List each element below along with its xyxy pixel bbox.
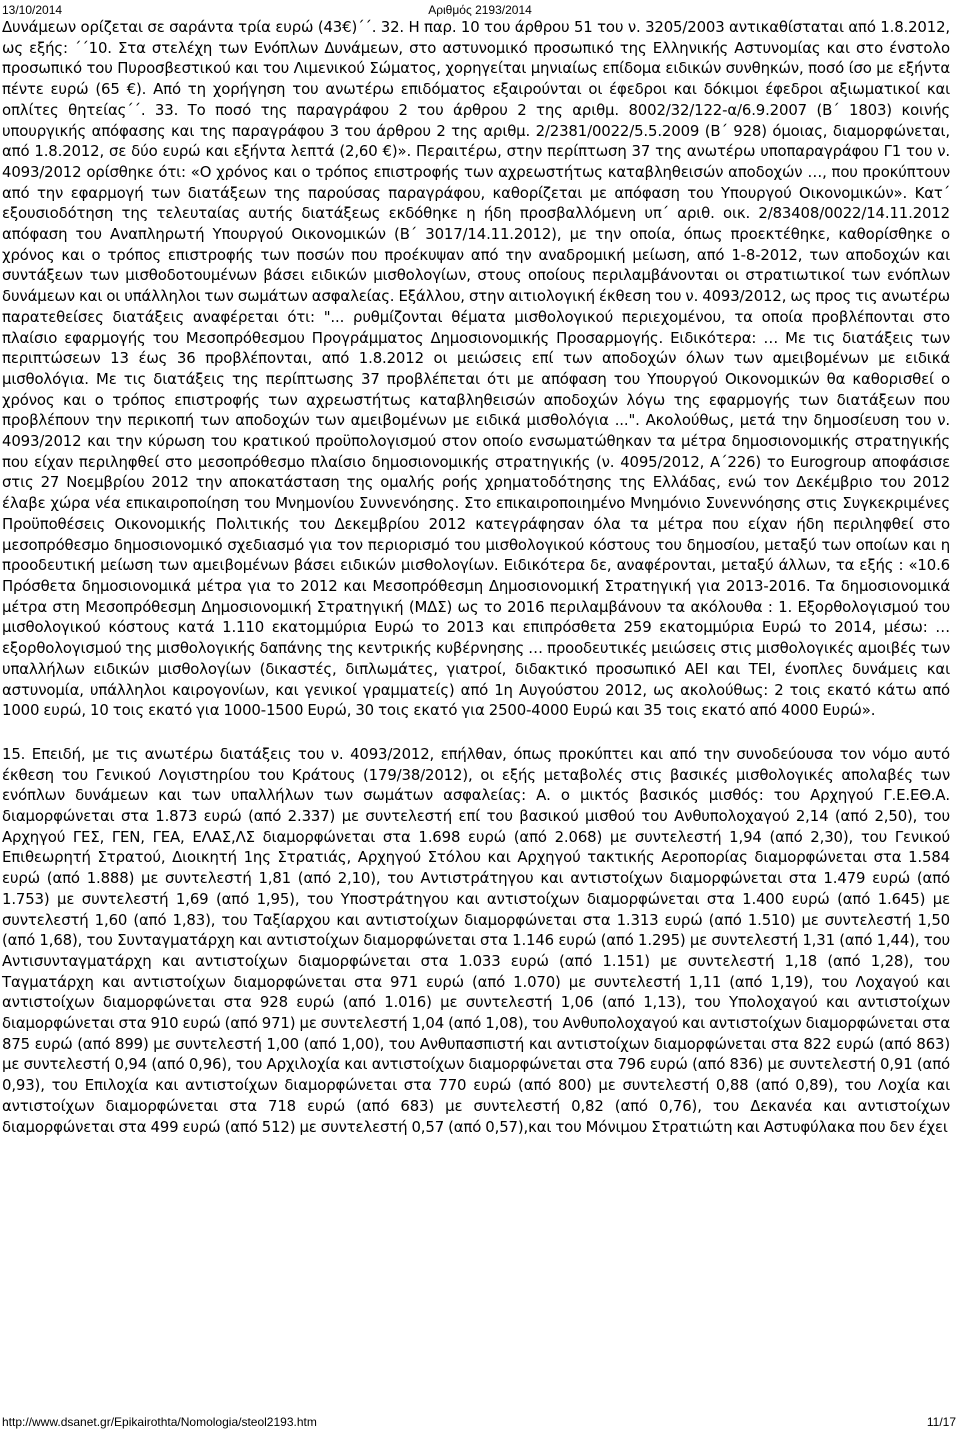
source-url-link[interactable]: http://www.dsanet.gr/Epikairothta/Nomologia/steol2193.htm (2, 1415, 317, 1429)
document-title: Αριθμός 2193/2014 (428, 3, 532, 17)
body-paragraph-1: Δυνάμεων ορίζεται σε σαράντα τρία ευρώ (43€)΄΄. 32. Η παρ. 10 του άρθρου 51 του ν. 3205/2003 αντικαθίσταται από 1.8.2012, ως εξής: ΄΄10. Στα στελέχη των Ενόπλων Δυνάμεων, στο αστυνομικό προσωπικό της Ελληνικής Αστυνομίας και στο ένστολο προσωπικό του Πυροσβεστικού και του Λιμενικού Σώματος, χορηγείται μηνιαίως επίδομα ειδικών συνθηκών, ποσό ίσο με εξήντα πέντε ευρώ (65 €). Από τη χορήγηση του ανωτέρω επιδόματος εξαιρούνται οι έφεδροι και δόκιμοι έφεδροι αξιωματικοί και οπλίτες θητείας΄΄. 33. Το ποσό της παραγράφου 2 του άρθρου 2 της αριθμ. 8002/32/122-α/6.9.2007 (Β΄ 1803) κοινής υπουργικής απόφασης και της παραγράφου 3 του άρθρου 2 της αριθμ. 2/2381/0022/5.5.2009 (Β΄ 928) όμοιας, διαμορφώνεται, από 1.8.2012, σε δύο ευρώ και εξήντα λεπτά (2,60 €)». Περαιτέρω, στην περίπτωση 37 της ανωτέρω υποπαραγράφου Γ1 του ν. 4093/2012 ορίσθηκε ότι: «Ο χρόνος και ο τρόπος επιστροφής των αχρεωστήτως καταβληθεισών αποδοχών …, που προκύπτουν από την εφαρμογή των διατάξεων της παρούσας παραγράφου, καθορίζεται με απόφαση του Υπουργού Οικονομικών». Κατ΄ εξουσιοδότηση της τελευταίας αυτής διατάξεως εκδόθηκε η ήδη προσβαλλόμενη υπ΄ αριθ. οικ. 2/83408/0022/14.11.2012 απόφαση του Αναπληρωτή Υπουργού Οικονομικών (Β΄ 3017/14.11.2012), με την οποία, όπως προεκτέθηκε, καθορίσθηκε ο χρόνος και ο τρόπος επιστροφής των ποσών που προέκυψαν από την αναδρομική μείωση, από 1-8-2012, των αποδοχών και συντάξεων των μισθοδοτουμένων βάσει ειδικών μισθολογίων, στους οποίους περιλαμβάνονται οι στρατιωτικοί των ενόπλων δυνάμεων και οι υπάλληλοι των σωμάτων ασφαλείας. Εξάλλου, στην αιτιολογική έκθεση του ν. 4093/2012, ως προς τις ανωτέρω παρατεθείσες διατάξεις αναφέρεται ότι: "... ρυθμίζονται θέματα μισθολογικού περιεχομένου, τα οποία προβλέπονται στο πλαίσιο εφαρμογής του Μεσοπρόθεσμου Προγράμματος Δημοσιονομικής Προσαρμογής. Ειδικότερα: … Με τις διατάξεις των περιπτώσεων 13 έως 36 προβλέπονται, από 1.8.2012 οι μειώσεις επί των αποδοχών όλων των αμειβομένων με ειδικά μισθολόγια. Με τις διατάξεις της περίπτωσης 37 προβλέπεται ότι με απόφαση του Υπουργού Οικονομικών θα καθορισθεί ο χρόνος και ο τρόπος επιστροφής των αχρεωστήτως καταβληθεισών αποδοχών λόγω της εφαρμογής των διατάξεων που προβλέπουν την περικοπή των αποδοχών των αμειβομένων με ειδικά μισθολόγια ...". Ακολούθως, μετά την δημοσίευση του ν. 4093/2012 και την κύρωση του κρατικού προϋπολογισμού στον οποίο ενσωματώθηκαν τα μέτρα δημοσιονομικής στρατηγικής που είχαν περιληφθεί στο μεσοπρόθεσμο πλαίσιο δημοσιονομικής στρατηγικής (ν. 4095/2012, Α΄226) το Eurogroup αποφάσισε στις 27 Νοεμβρίου 2012 την αποκατάσταση της ομαλής ροής χρηματοδότησης της Ελλάδας, ενώ τον Δεκέμβριο του 2012 έλαβε χώρα νέα επικαιροποίηση του Μνημονίου Συννενόησης. Στο επικαιροποιημένο Μνημόνιο Συνεννόησης στις Συγκεκριμένες Προϋποθέσεις Οικονομικής Πολιτικής του Δεκεμβρίου 2012 κατεγράφησαν όλα τα μέτρα που είχαν ήδη περιληφθεί στο μεσοπρόθεσμο δημοσιονομικό σχεδιασμό για τον περιορισμό του μισθολογικού κόστους του δημοσίου, μεταξύ των οποίων και η προοδευτική μείωση των αμειβομένων βάσει ειδικών μισθολογίων. Ειδικότερα δε, αναφέρονται, μεταξύ άλλων, τα εξής : «10.6 Πρόσθετα δημοσιονομικά μέτρα για το 2012 και Μεσοπρόθεσμη Δημοσιονομική Στρατηγική για 2013-2016. Τα δημοσιονομικά μέτρα στη Μεσοπρόθεσμη Δημοσιονομική Στρατηγική (ΜΔΣ) ως το 2016 περιλαμβάνουν τα ακόλουθα : 1. Εξορθολογισμού του μισθολογικού κόστους κατά 1.110 εκατομμύρια Ευρώ το 2013 και επιπρόσθετα 259 εκατομμύρια Ευρώ το 2014, μέσω: … εξορθολογισμού της μισθολογικής δαπάνης της κεντρικής κυβέρνησης … προοδευτικές μειώσεις στις μισθολογικές αμοιβές των υπαλλήλων ειδικών μισθολογίων (δικαστές, διπλωμάτες, γιατροί, διδακτικό προσωπικό ΑΕΙ και ΤΕΙ, ένοπλες δυνάμεις και αστυνομία, υπάλληλοι καιρογονίων, και γενικοί γραμματείς) από 1η Αυγούστου 2012, ως ακολούθως: 2 τοις εκατό κάτω από 1000 ευρώ, 10 τοις εκατό για 1000-1500 Ευρώ, 30 τοις εκατό για 2500-4000 Ευρώ και 35 τοις εκατό από 4000 Ευρώ». (2, 18, 950, 720)
page-footer (0, 1412, 960, 1433)
document-body (2, 17, 950, 1137)
paragraph-spacer (2, 721, 950, 744)
print-date: 13/10/2014 (2, 3, 63, 17)
page-number: 11/17 (926, 1415, 956, 1429)
body-paragraph-2: 15. Επειδή, με τις ανωτέρω διατάξεις του ν. 4093/2012, επήλθαν, όπως προκύπτει και από την συνοδεύουσα τον νόμο αυτό έκθεση του Γενικού Λογιστηρίου του Κράτους (179/38/2012), οι εξής μεταβολές στις βασικές μισθολογικές απολαβές των ενόπλων δυνάμεων και των υπαλλήλων των σωμάτων ασφαλείας: Α. ο μικτός βασικός μισθός: του Αρχηγού Γ.Ε.ΕΘ.Α. διαμορφώνεται στα 1.873 ευρώ (από 2.337) με συντελεστή επί του βασικού μισθού του Ανθυπολοχαγού 2,14 (από 2,50), του Αρχηγού ΓΕΣ, ΓΕΝ, ΓΕΑ, ΕΛΑΣ,ΛΣ διαμορφώνεται στα 1.698 ευρώ (από 2.068) με συντελεστή 1,94 (από 2,30), του Γενικού Επιθεωρητή Στρατού, Διοικητή 1ης Στρατιάς, Αρχηγού Στόλου και Αρχηγού τακτικής Αεροπορίας διαμορφώνεται στα 1.584 ευρώ (από 1.888) με συντελεστή 1,81 (από 2,10), του Αντιστράτηγου και αντιστοίχων διαμορφώνεται στα 1.479 ευρώ (από 1.753) με συντελεστή 1,69 (από 1,95), του Υποστράτηγου και αντιστοίχων διαμορφώνεται στα 1.400 ευρώ (από 1.645) με συντελεστή 1,60 (από 1,83), του Ταξίαρχου και αντιστοίχων διαμορφώνεται στα 1.313 ευρώ (από 1.510) με συντελεστή 1,50 (από 1,68), του Συνταγματάρχη και αντιστοίχων διαμορφώνεται στα 1.146 ευρώ (από 1.295) με συντελεστή 1,31 (από 1,44), του Αντισυνταγματάρχη και αντιστοίχων διαμορφώνεται στα 1.033 ευρώ (από 1.151) με συντελεστή 1,18 (από 1,28), του Ταγματάρχη και αντιστοίχων διαμορφώνεται στα 971 ευρώ (από 1.070) με συντελεστή 1,11 (από 1,19), του Λοχαγού και αντιστοίχων διαμορφώνεται στα 928 ευρώ (από 1.016) με συντελεστή 1,06 (από 1,13), του Υπολοχαγού και αντιστοίχων διαμορφώνεται στα 910 ευρώ (από 971) με συντελεστή 1,04 (από 1,08), του Ανθυπολοχαγού και αντιστοίχων διαμορφώνεται στα 875 ευρώ (από 899) με συντελεστή 1,00 (από 1,00), του Ανθυπασπιστή και αντιστοίχων διαμορφώνεται στα 822 ευρώ (από 863) με συντελεστή 0,94 (από 0,96), του Αρχιλοχία και αντιστοίχων διαμορφώνεται στα 796 ευρώ (από 836) με συντελεστή 0,91 (από 0,93), του Επιλοχία και αντιστοίχων διαμορφώνεται στα 770 ευρώ (από 800) με συντελεστή 0,88 (από 0,89), του Λοχία και αντιστοίχων διαμορφώνεται στα 718 ευρώ (από 683) με συντελεστή 0,82 (από 0,76), του Δεκανέα και αντιστοίχων διαμορφώνεται στα 499 ευρώ (από 512) με συντελεστή 0,57 (από 0,57),και του Μόνιμου Στρατιώτη και Αστυφύλακα που δεν έχει (2, 744, 950, 1136)
